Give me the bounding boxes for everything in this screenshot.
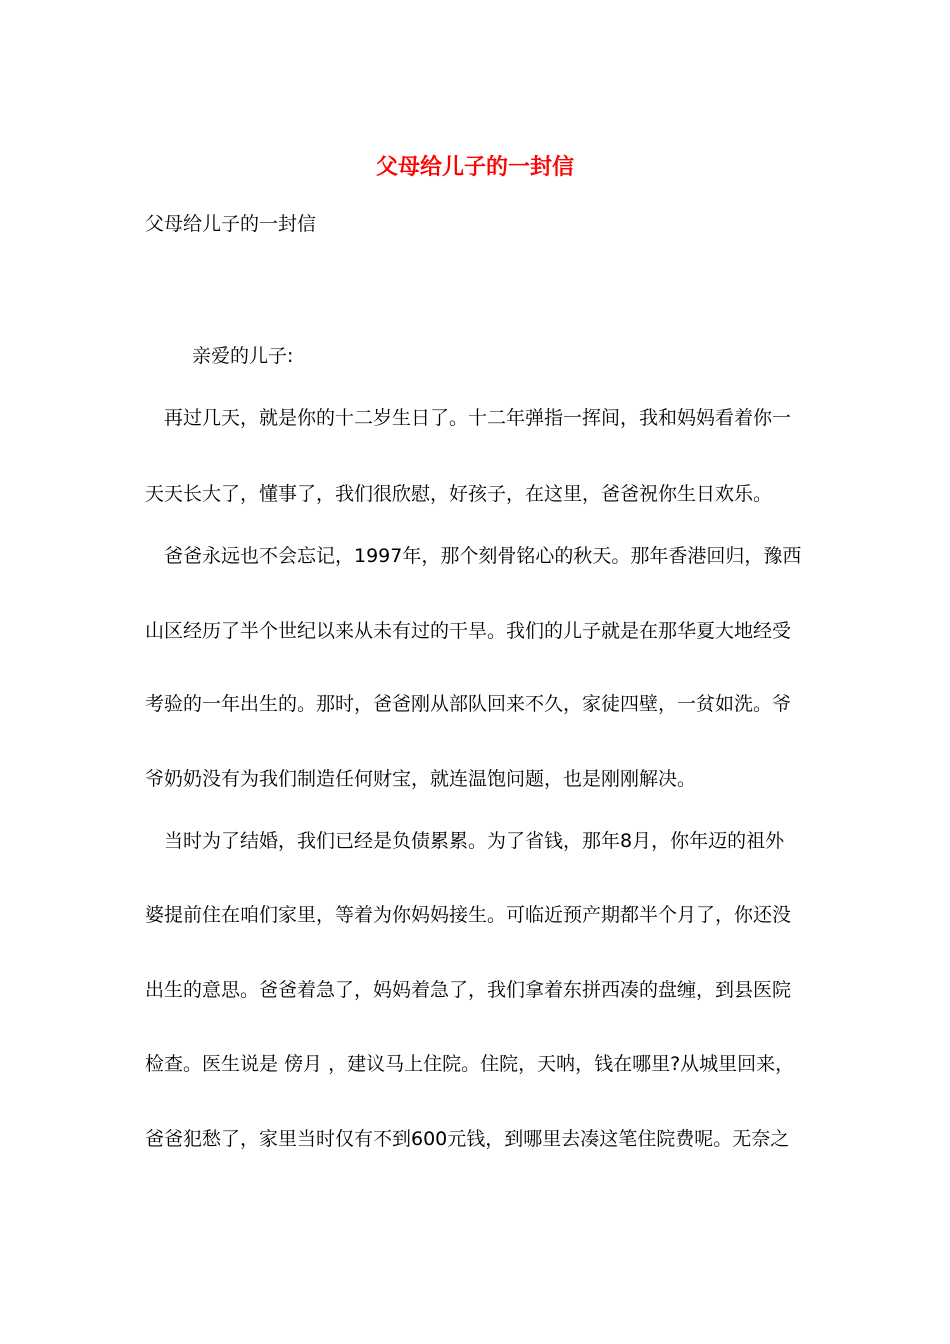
body-line-1: 再过几天，就是你的十二岁生日了。十二年弹指一挥间，我和妈妈看着你一 [164,407,792,429]
body-line-3: 爸爸永远也不会忘记，1997年，那个刻骨铭心的秋天。那年香港回归，豫西 [164,545,802,567]
salutation: 亲爱的儿子: [192,345,294,367]
body-line-7: 当时为了结婚，我们已经是负债累累。为了省钱，那年8月，你年迈的祖外 [164,830,785,852]
body-line-4: 山区经历了半个世纪以来从未有过的干旱。我们的儿子就是在那华夏大地经受 [145,620,792,642]
document-subtitle: 父母给儿子的一封信 [145,213,317,235]
body-line-5: 考验的一年出生的。那时，爸爸刚从部队回来不久，家徒四壁，一贫如洗。爷 [145,693,792,715]
body-line-10: 检查。医生说是 傍月 ，建议马上住院。住院，天呐，钱在哪里?从城里回来， [145,1053,795,1075]
body-line-9: 出生的意思。爸爸着急了，妈妈着急了，我们拿着东拼西凑的盘缠，到县医院 [145,979,792,1001]
body-line-6: 爷奶奶没有为我们制造任何财宝，就连温饱问题，也是刚刚解决。 [145,768,697,790]
body-line-2: 天天长大了，懂事了，我们很欣慰，好孩子，在这里，爸爸祝你生日欢乐。 [145,483,773,505]
body-line-8: 婆提前住在咱们家里，等着为你妈妈接生。可临近预产期都半个月了，你还没 [145,904,792,926]
document-title: 父母给儿子的一封信 [375,155,574,180]
body-line-11: 爸爸犯愁了，家里当时仅有不到600元钱，到哪里去凑这笔住院费呢。无奈之 [145,1128,790,1150]
